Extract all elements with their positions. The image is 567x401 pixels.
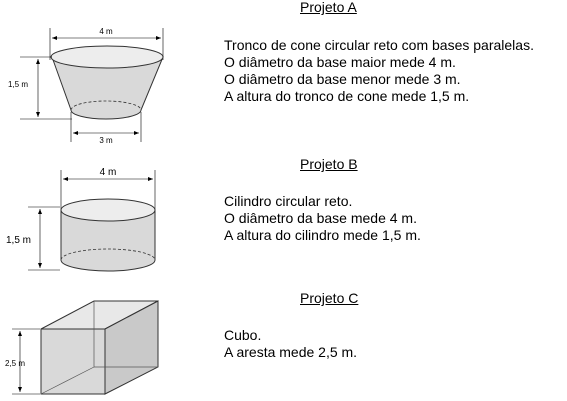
project-c-line: Cubo. (224, 327, 262, 343)
project-a-line: A altura do tronco de cone mede 1,5 m. (224, 88, 470, 104)
frustum-figure (0, 20, 200, 150)
cylinder-top-dim: 4 m (99, 167, 117, 178)
project-b-description (224, 193, 421, 244)
cylinder-figure (0, 160, 200, 285)
cylinder-side-dim: 1,5 m (6, 235, 32, 246)
frustum-bottom-dim: 3 m (99, 136, 113, 145)
project-a-line: O diâmetro da base maior mede 4 m. (224, 54, 456, 70)
project-a-line: Tronco de cone circular reto com bases paralelas. (224, 37, 534, 53)
project-b-line: Cilindro circular reto. (224, 193, 353, 209)
cube-figure (0, 290, 200, 401)
project-a-description (224, 37, 534, 105)
project-a-line: O diâmetro da base menor mede 3 m. (224, 71, 461, 87)
cube-side-dim: 2,5 m (5, 359, 26, 368)
frustum-side-dim: 1,5 m (8, 80, 29, 89)
project-b-title: Projeto B (300, 156, 358, 172)
project-c-line: A aresta mede 2,5 m. (224, 344, 358, 360)
project-b-line: A altura do cilindro mede 1,5 m. (224, 227, 421, 243)
project-a-title: Projeto A (300, 0, 357, 15)
project-b-line: O diâmetro da base mede 4 m. (224, 210, 417, 226)
project-c-description (224, 327, 357, 361)
project-c-title: Projeto C (300, 290, 359, 306)
frustum-top-dim: 4 m (99, 27, 113, 36)
